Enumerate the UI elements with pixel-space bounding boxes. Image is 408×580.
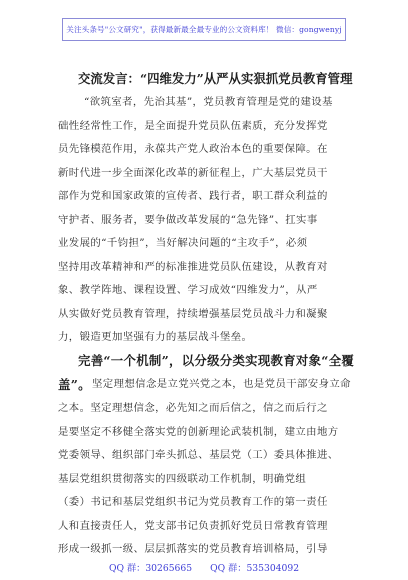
- paragraph-line: 从实做好党员教育管理，持续增强基层党员战斗力和凝聚: [58, 307, 328, 320]
- paragraph-line: 坚定理想信念是立党兴党之本，也是党员干部安身立命: [92, 378, 351, 390]
- paragraph-line: 象、教学阵地、课程设置、学习成效“四维发力”，从严: [58, 284, 318, 296]
- paragraph-line: 员先锋模范作用，永葆共产党人政治本色的重要保障。在: [58, 143, 328, 155]
- paragraph-line: 新时代进一步全面深化改革的新征程上，广大基层党员干: [58, 166, 328, 179]
- paragraph-line: 坚持用改革精神和严的标准推进党员队伍建设，从教育对: [58, 260, 328, 273]
- paragraph-line: （委）书记和基层党组织书记为党员教育工作的第一责任: [58, 496, 328, 508]
- header-banner: [62, 18, 346, 41]
- paragraph-line: 是要坚定不移健全落实党的创新理论武装机制，建立由地方: [58, 425, 339, 438]
- paragraph-line: 守护者、服务者，要争做改革发展的“急先锋”、扛实事: [58, 213, 318, 226]
- paragraph-line: 力，锻造更加坚强有力的基层战斗堡垒。: [58, 331, 253, 343]
- header-text: 关注头条号"公文研究"，获得最新最全最专业的公文资料库！ 微信：gongwenyj: [66, 25, 342, 34]
- footer-contact: [0, 560, 408, 574]
- paragraph-line: 党委领导、组织部门牵头抓总、基层党（工）委具体推进、: [58, 449, 339, 461]
- paragraph-line: 基层党组织贯彻落实的四级联动工作机制，明确党组: [58, 472, 307, 485]
- paragraph-line: 部作为党和国家政策的宣传者、践行者，职工群众利益的: [58, 190, 328, 202]
- qq-group-1: QQ 群：30265665: [108, 563, 193, 574]
- document-title: 交流发言：“四维发力”从严从实狠抓党员教育管理: [78, 71, 353, 86]
- paragraph-line: 业发展的“千钧担”，当好解决问题的“主攻手”，必须: [58, 237, 308, 249]
- subheading-line: 盖”。: [58, 377, 91, 392]
- subheading-line: 完善“一个机制”，以分级分类实现教育对象“全覆: [78, 353, 355, 368]
- paragraph-line: 形成一级抓一级、层层抓落实的党员教育培训格局，引导: [58, 543, 328, 555]
- paragraph-line: 之本。坚定理想信念，必先知之而后信之，信之而后行之: [58, 402, 328, 414]
- qq-group-2: QQ 群：535304092: [210, 563, 300, 574]
- paragraph-line: “欲筑室者，先治其基”，党员教育管理是党的建设基: [84, 96, 333, 108]
- paragraph-line: 础性经常性工作，是全面提升党员队伍素质，充分发挥党: [58, 119, 328, 132]
- paragraph-line: 人和直接责任人，党支部书记负责抓好党员日常教育管理: [58, 519, 328, 532]
